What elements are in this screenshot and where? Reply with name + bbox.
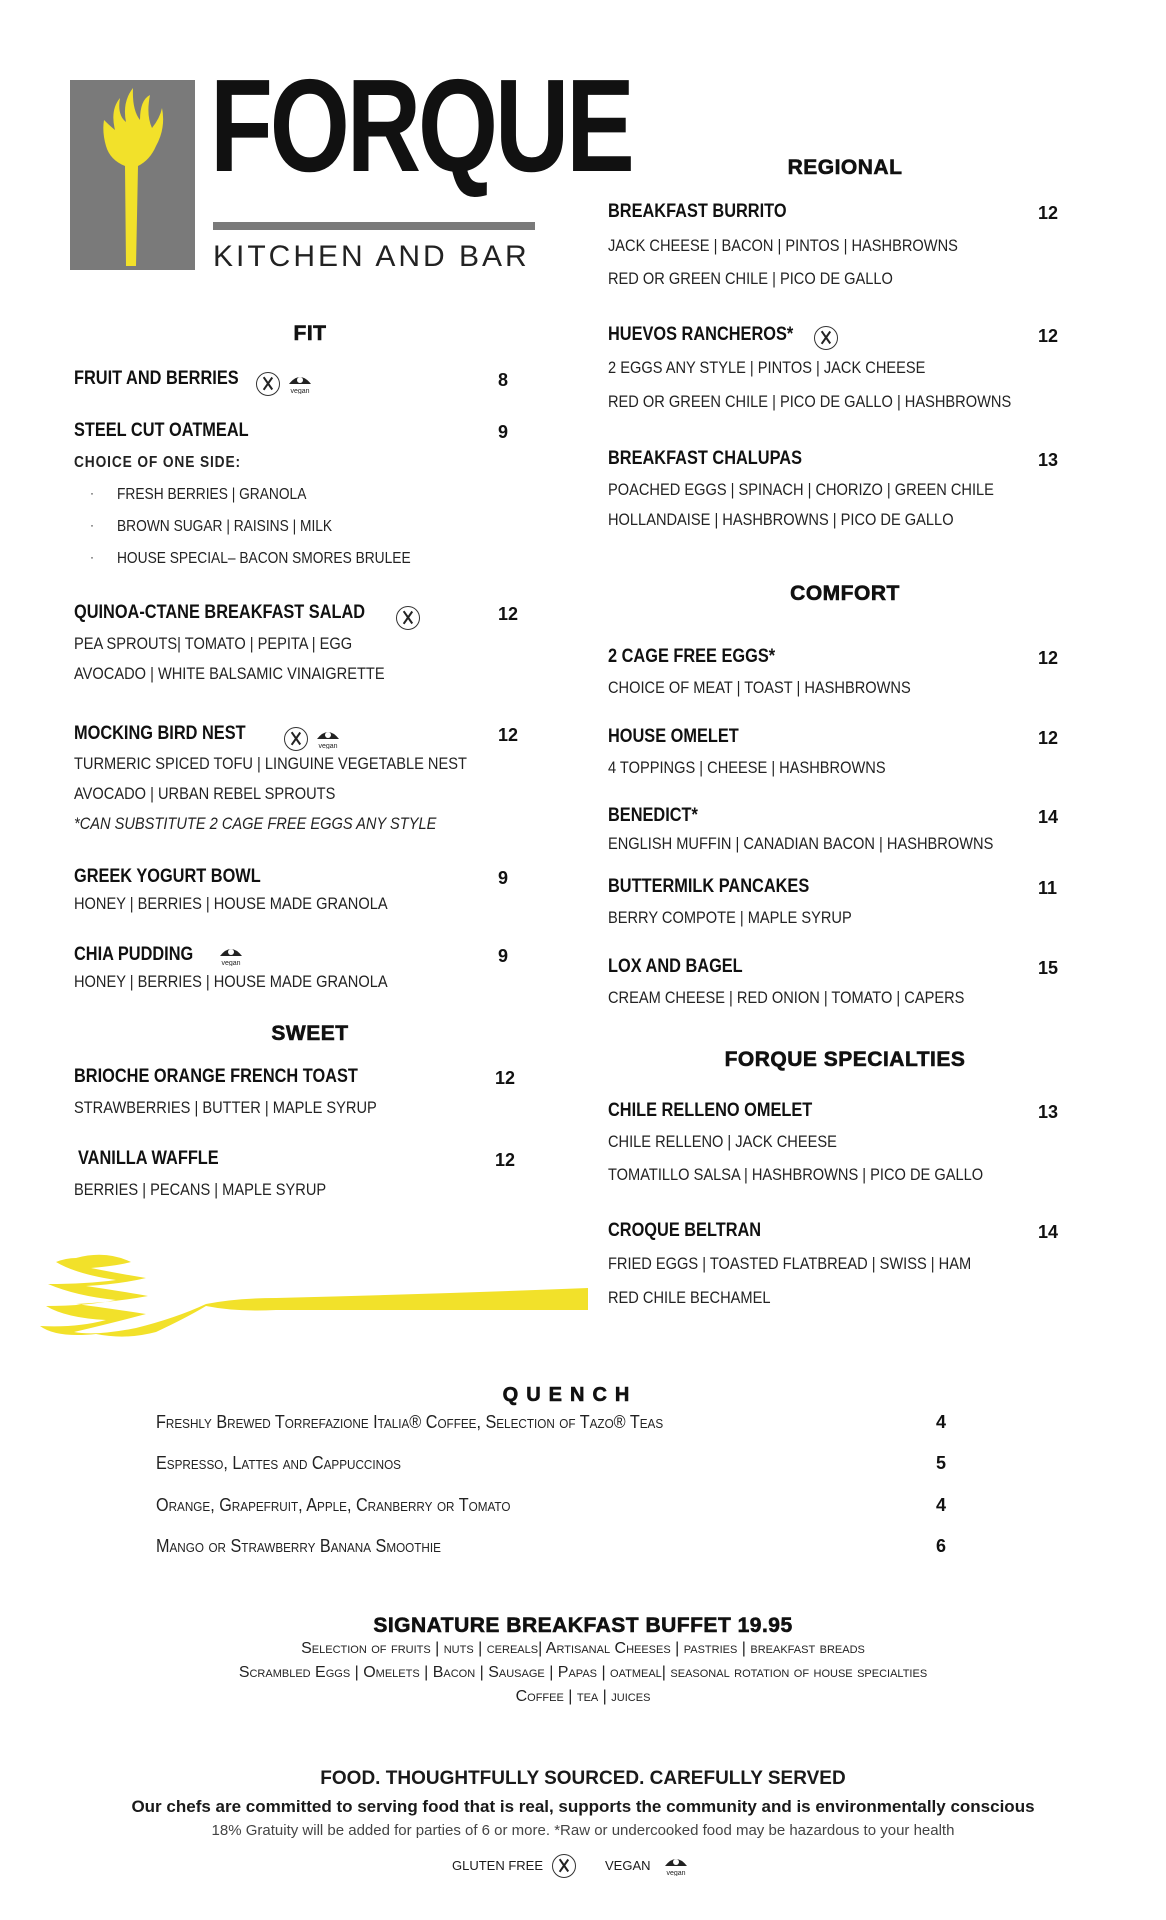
- gluten-free-icon: [284, 727, 308, 751]
- menu-item-price: 14: [1038, 807, 1059, 827]
- buffet-line: Coffee | tea | juices: [515, 1688, 651, 1705]
- menu-item-desc: TURMERIC SPICED TOFU | LINGUINE VEGETABLE NEST: [74, 754, 467, 773]
- section-title-quench: QUENCH: [502, 1384, 638, 1406]
- buffet-line: Scrambled Eggs | Omelets | Bacon | Sausage | Papas | oatmeal| seasonal rotation of house specialties: [238, 1664, 928, 1681]
- menu-item-desc: 4 TOPPINGS | CHEESE | HASHBROWNS: [608, 758, 886, 777]
- bullet: ·: [90, 550, 94, 564]
- gluten-free-icon: [396, 606, 420, 630]
- menu-item-desc: CHOICE OF MEAT | TOAST | HASHBROWNS: [608, 678, 911, 697]
- gluten-free-icon: [552, 1854, 576, 1878]
- fork-flame-icon: [70, 80, 195, 270]
- menu-item-price: 12: [1038, 728, 1059, 748]
- section-title-comfort: COMFORT: [790, 582, 900, 605]
- drink-item-name: Orange, Grapefruit, Apple, Cranberry or Tomato: [156, 1495, 511, 1515]
- menu-item-desc: CREAM CHEESE | RED ONION | TOMATO | CAPERS: [608, 988, 965, 1007]
- bullet: ·: [90, 486, 94, 500]
- menu-item-name: CHIA PUDDING: [74, 944, 194, 965]
- menu-item-desc: HONEY | BERRIES | HOUSE MADE GRANOLA: [74, 972, 388, 991]
- menu-item-price: 12: [1038, 326, 1059, 346]
- svg-text:vegan: vegan: [221, 960, 241, 966]
- decorative-fork-icon: [36, 1248, 588, 1340]
- svg-text:vegan: vegan: [666, 1870, 686, 1876]
- menu-item-name: 2 CAGE FREE EGGS*: [608, 646, 776, 667]
- menu-item-desc: POACHED EGGS | SPINACH | CHORIZO | GREEN CHILE: [608, 480, 994, 499]
- vegan-icon: [663, 1854, 689, 1876]
- menu-item-name: HUEVOS RANCHEROS*: [608, 324, 794, 345]
- menu-item-price: 13: [1038, 450, 1059, 470]
- menu-item-price: 9: [498, 868, 509, 888]
- menu-item-desc: ENGLISH MUFFIN | CANADIAN BACON | HASHBROWNS: [608, 834, 994, 853]
- menu-item-price: 11: [1038, 878, 1058, 898]
- gluten-free-icon: [256, 372, 280, 396]
- menu-item-name: BRIOCHE ORANGE FRENCH TOAST: [74, 1066, 358, 1087]
- logo-subtitle: KITCHEN AND BAR: [213, 240, 530, 273]
- logo-wordmark: FORQUE: [210, 52, 632, 199]
- menu-item-price: 8: [498, 370, 509, 390]
- footer-disclaimer: 18% Gratuity will be added for parties of 6 or more. *Raw or undercooked food may be hazardous to your health: [211, 1822, 955, 1839]
- svg-text:vegan: vegan: [318, 743, 338, 749]
- menu-item-price: 12: [498, 604, 519, 624]
- menu-item-name: CHILE RELLENO OMELET: [608, 1100, 813, 1121]
- legend-gluten-free-label: GLUTEN FREE: [452, 1858, 544, 1873]
- menu-item-desc: AVOCADO | WHITE BALSAMIC VINAIGRETTE: [74, 664, 385, 683]
- menu-item-name: HOUSE OMELET: [608, 726, 739, 747]
- menu-item-desc: RED OR GREEN CHILE | PICO DE GALLO | HASHBROWNS: [608, 392, 1012, 411]
- menu-item-desc: STRAWBERRIES | BUTTER | MAPLE SYRUP: [74, 1098, 377, 1117]
- menu-item-price: 12: [495, 1150, 516, 1170]
- gluten-free-icon: [814, 326, 838, 350]
- menu-item-desc: 2 EGGS ANY STYLE | PINTOS | JACK CHEESE: [608, 358, 926, 377]
- menu-item-name: MOCKING BIRD NEST: [74, 723, 246, 744]
- menu-item-name: GREEK YOGURT BOWL: [74, 866, 261, 887]
- drink-item-name: Espresso, Lattes and Cappuccinos: [156, 1453, 401, 1473]
- choice-option: FRESH BERRIES | GRANOLA: [117, 486, 307, 503]
- choice-option: HOUSE SPECIAL– BACON SMORES BRULEE: [117, 550, 411, 567]
- buffet-title: SIGNATURE BREAKFAST BUFFET 19.95: [373, 1614, 793, 1637]
- vegan-icon: [287, 372, 313, 394]
- vegan-icon: [218, 944, 244, 966]
- logo-mark: [70, 80, 195, 270]
- menu-item-name: QUINOA-CTANE BREAKFAST SALAD: [74, 602, 366, 623]
- menu-item-name: BREAKFAST BURRITO: [608, 201, 787, 222]
- menu-item-price: 12: [495, 1068, 516, 1088]
- drink-item-price: 4: [936, 1495, 947, 1515]
- svg-text:vegan: vegan: [290, 388, 310, 394]
- menu-item-price: 14: [1038, 1222, 1059, 1242]
- menu-item-desc: FRIED EGGS | TOASTED FLATBREAD | SWISS | HAM: [608, 1254, 972, 1273]
- menu-item-desc: JACK CHEESE | BACON | PINTOS | HASHBROWNS: [608, 236, 958, 255]
- logo-divider: [213, 222, 535, 230]
- drink-item-price: 6: [936, 1536, 947, 1556]
- menu-item-price: 12: [498, 725, 519, 745]
- menu-item-name: BENEDICT*: [608, 805, 698, 826]
- footer-tagline: FOOD. THOUGHTFULLY SOURCED. CAREFULLY SERVED: [320, 1768, 846, 1789]
- section-title-fit: FIT: [293, 322, 327, 345]
- choice-label: CHOICE OF ONE SIDE:: [74, 454, 241, 471]
- drink-item-price: 5: [936, 1453, 947, 1473]
- menu-item-name: LOX AND BAGEL: [608, 956, 743, 977]
- drink-item-price: 4: [936, 1412, 947, 1432]
- menu-item-name: FRUIT AND BERRIES: [74, 368, 239, 389]
- footer-commitment: Our chefs are committed to serving food that is real, supports the community and is environmentally conscious: [131, 1797, 1035, 1816]
- drink-item-name: Mango or Strawberry Banana Smoothie: [156, 1536, 441, 1556]
- vegan-icon: [315, 727, 341, 749]
- menu-item-price: 15: [1038, 958, 1059, 978]
- menu-item-desc: TOMATILLO SALSA | HASHBROWNS | PICO DE GALLO: [608, 1165, 984, 1184]
- section-title-regional: REGIONAL: [787, 156, 903, 179]
- menu-item-price: 12: [1038, 648, 1059, 668]
- menu-item-desc: HONEY | BERRIES | HOUSE MADE GRANOLA: [74, 894, 388, 913]
- section-title-sweet: SWEET: [271, 1022, 349, 1045]
- menu-item-desc: PEA SPROUTS| TOMATO | PEPITA | EGG: [74, 634, 353, 653]
- buffet-line: Selection of fruits | nuts | cereals| Artisanal Cheeses | pastries | breakfast breads: [301, 1640, 865, 1657]
- menu-item-price: 9: [498, 946, 509, 966]
- menu-item-desc: RED CHILE BECHAMEL: [608, 1288, 771, 1307]
- legend-vegan-label: VEGAN: [605, 1858, 651, 1873]
- menu-item-name: STEEL CUT OATMEAL: [74, 420, 249, 441]
- bullet: ·: [90, 518, 94, 532]
- choice-option: BROWN SUGAR | RAISINS | MILK: [117, 518, 333, 535]
- menu-item-desc: CHILE RELLENO | JACK CHEESE: [608, 1132, 837, 1151]
- menu-item-price: 9: [498, 422, 509, 442]
- menu-item-name: VANILLA WAFFLE: [78, 1148, 219, 1169]
- menu-item-desc: BERRY COMPOTE | MAPLE SYRUP: [608, 908, 852, 927]
- drink-item-name: Freshly Brewed Torrefazione Italia® Coffee, Selection of Tazo® Teas: [156, 1412, 664, 1432]
- menu-item-price: 13: [1038, 1102, 1059, 1122]
- section-title-specialties: FORQUE SPECIALTIES: [724, 1048, 966, 1071]
- menu-item-desc: AVOCADO | URBAN REBEL SPROUTS: [74, 784, 336, 803]
- menu-item-desc: RED OR GREEN CHILE | PICO DE GALLO: [608, 269, 893, 288]
- menu-item-desc: BERRIES | PECANS | MAPLE SYRUP: [74, 1180, 327, 1199]
- menu-item-name: BREAKFAST CHALUPAS: [608, 448, 802, 469]
- menu-item-name: BUTTERMILK PANCAKES: [608, 876, 810, 897]
- menu-item-desc: HOLLANDAISE | HASHBROWNS | PICO DE GALLO: [608, 510, 954, 529]
- menu-item-price: 12: [1038, 203, 1059, 223]
- menu-item-name: CROQUE BELTRAN: [608, 1220, 762, 1241]
- menu-item-note: *CAN SUBSTITUTE 2 CAGE FREE EGGS ANY STYLE: [74, 814, 437, 833]
